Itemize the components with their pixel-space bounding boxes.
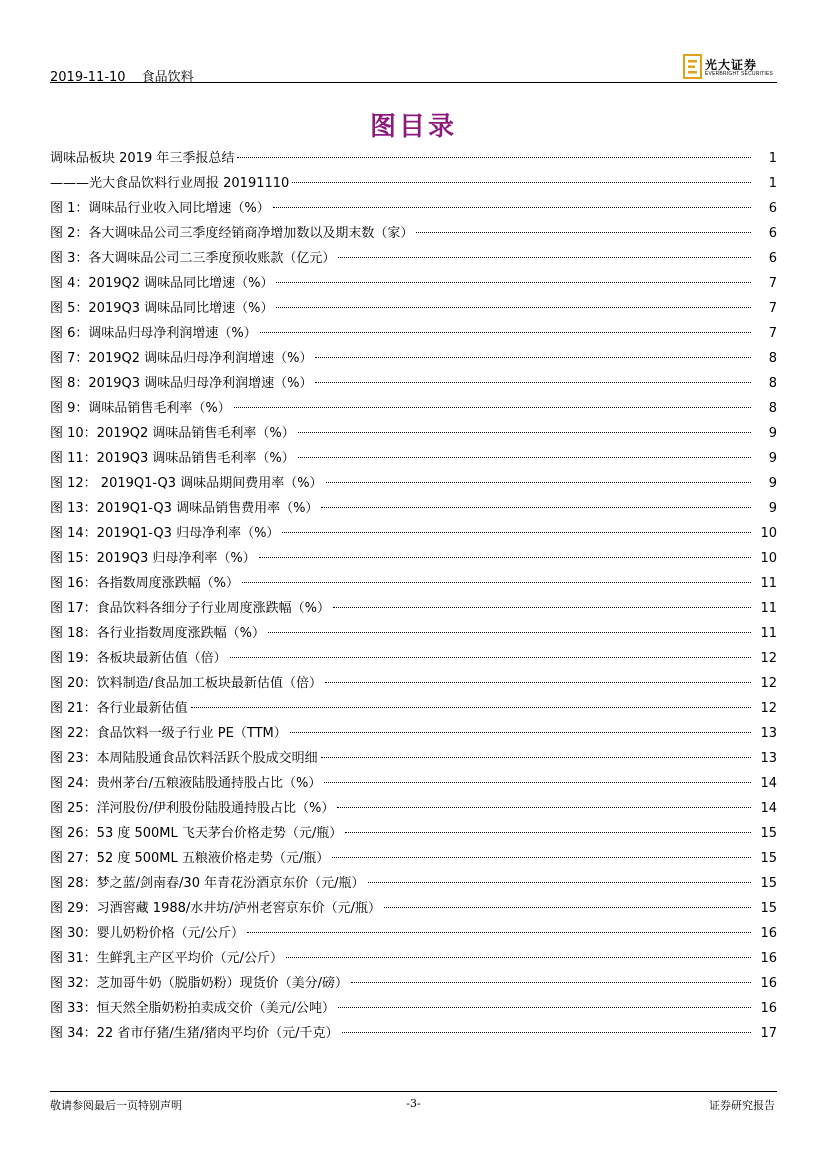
everbright-logo (683, 54, 775, 80)
toc-dot-leader (332, 857, 751, 858)
toc-entry-title: 图 19：各板块最新估值（倍） (50, 651, 227, 666)
toc-entry-page: 12 (760, 651, 777, 666)
toc-entry-title: 图 29：习酒窖藏 1988/水井坊/泸州老窖京东价（元/瓶） (50, 901, 382, 916)
toc-entry[interactable] (50, 746, 777, 771)
toc-entry[interactable] (50, 296, 777, 321)
toc-entry[interactable] (50, 996, 777, 1021)
toc-dot-leader (242, 582, 751, 583)
toc-entry[interactable] (50, 696, 777, 721)
page-header (50, 52, 777, 84)
toc-entry-title: 图 34：22 省市仔猪/生猪/猪肉平均价（元/千克） (50, 1026, 339, 1041)
toc-dot-leader (368, 882, 752, 883)
toc-entry-page: 6 (768, 201, 777, 216)
toc-dot-leader (282, 532, 751, 533)
toc-entry-title: 图 16：各指数周度涨跌幅（%） (50, 576, 240, 591)
toc-entry-page: 11 (760, 601, 777, 616)
toc-entry-title: 图 21：各行业最新估值 (50, 701, 188, 716)
toc-entry-title: 图 30：婴儿奶粉价格（元/公斤） (50, 926, 245, 941)
toc-entry-page: 7 (768, 301, 777, 316)
toc-entry-page: 16 (760, 1001, 777, 1016)
footer-doc-type: 证券研究报告 (709, 1099, 775, 1112)
toc-entry-page: 15 (760, 851, 777, 866)
toc-entry-title: 图 20：饮料制造/食品加工板块最新估值（倍） (50, 676, 323, 691)
toc-entry-page: 10 (760, 551, 777, 566)
toc-entry-title: 图 28：梦之蓝/剑南春/30 年青花汾酒京东价（元/瓶） (50, 876, 365, 891)
toc-dot-leader (325, 682, 751, 683)
toc-dot-leader (260, 332, 751, 333)
toc-entry-page: 6 (768, 251, 777, 266)
toc-dot-leader (290, 732, 751, 733)
toc-entry-page: 1 (768, 151, 777, 166)
toc-entry[interactable] (50, 846, 777, 871)
table-of-figures (50, 146, 777, 1046)
toc-entry-page: 16 (760, 951, 777, 966)
toc-entry-page: 10 (760, 526, 777, 541)
toc-dot-leader (338, 1007, 751, 1008)
toc-entry[interactable] (50, 496, 777, 521)
toc-entry-title: 图 3：各大调味品公司二三季度预收账款（亿元） (50, 251, 336, 266)
toc-dot-leader (234, 407, 751, 408)
toc-entry-title: 图 24：贵州茅台/五粮液陆股通持股占比（%） (50, 776, 322, 791)
page-footer (50, 1097, 777, 1113)
toc-entry-title: 图 7：2019Q2 调味品归母净利润增速（%） (50, 351, 313, 366)
toc-entry-page: 12 (760, 676, 777, 691)
logo-name-cn: 光大证券 (705, 58, 758, 72)
toc-entry-title: 图 15：2019Q3 归母净利率（%） (50, 551, 256, 566)
toc-dot-leader (337, 807, 751, 808)
toc-entry-title: 图 9：调味品销售毛利率（%） (50, 401, 231, 416)
toc-entry-title: 图 27：52 度 500ML 五粮液价格走势（元/瓶） (50, 851, 330, 866)
toc-entry-page: 8 (768, 401, 777, 416)
toc-dot-leader (321, 507, 751, 508)
toc-dot-leader (286, 957, 751, 958)
toc-entry-title: 调味品板块 2019 年三季报总结 (50, 151, 235, 166)
toc-entry-title: 图 23：本周陆股通食品饮料活跃个股成交明细 (50, 751, 318, 766)
toc-entry-title: 图 14：2019Q1-Q3 归母净利率（%） (50, 526, 280, 541)
toc-entry[interactable] (50, 521, 777, 546)
toc-entry-title: 图 33：恒天然全脂奶粉拍卖成交价（美元/公吨） (50, 1001, 336, 1016)
toc-entry[interactable] (50, 571, 777, 596)
toc-entry[interactable] (50, 621, 777, 646)
toc-entry-page: 8 (768, 351, 777, 366)
toc-entry[interactable] (50, 871, 777, 896)
toc-entry[interactable] (50, 596, 777, 621)
toc-dot-leader (342, 1032, 752, 1033)
toc-entry-page: 16 (760, 926, 777, 941)
toc-entry-title: 图 26：53 度 500ML 飞天茅台价格走势（元/瓶） (50, 826, 343, 841)
toc-entry[interactable] (50, 546, 777, 571)
toc-entry-title: 图 32：芝加哥牛奶（脱脂奶粉）现货价（美分/磅） (50, 976, 349, 991)
toc-entry[interactable] (50, 396, 777, 421)
footer-divider (50, 1091, 777, 1092)
report-sector: 食品饮料 (141, 70, 194, 85)
toc-entry-page: 14 (760, 801, 777, 816)
toc-dot-leader (298, 457, 751, 458)
toc-entry[interactable] (50, 196, 777, 221)
toc-entry-page: 11 (760, 576, 777, 591)
toc-entry[interactable] (50, 646, 777, 671)
toc-dot-leader (315, 357, 751, 358)
toc-entry-page: 12 (760, 701, 777, 716)
toc-entry-page: 14 (760, 776, 777, 791)
toc-dot-leader (247, 932, 751, 933)
toc-dot-leader (315, 382, 751, 383)
toc-entry[interactable] (50, 321, 777, 346)
toc-entry-title: 图 11：2019Q3 调味品销售毛利率（%） (50, 451, 295, 466)
toc-entry[interactable] (50, 896, 777, 921)
toc-dot-leader (384, 907, 751, 908)
toc-entry-page: 7 (768, 326, 777, 341)
toc-dot-leader (259, 557, 751, 558)
toc-entry[interactable] (50, 146, 777, 171)
toc-entry-title: 图 5：2019Q3 调味品同比增速（%） (50, 301, 274, 316)
toc-entry[interactable] (50, 971, 777, 996)
toc-dot-leader (345, 832, 751, 833)
toc-entry[interactable] (50, 771, 777, 796)
toc-entry[interactable] (50, 421, 777, 446)
toc-dot-leader (416, 232, 751, 233)
toc-entry[interactable] (50, 171, 777, 196)
toc-dot-leader (230, 657, 751, 658)
toc-entry[interactable] (50, 271, 777, 296)
toc-entry-title: 图 12： 2019Q1-Q3 调味品期间费用率（%） (50, 476, 323, 491)
toc-dot-leader (333, 607, 751, 608)
toc-entry[interactable] (50, 346, 777, 371)
toc-entry[interactable] (50, 671, 777, 696)
toc-dot-leader (191, 707, 751, 708)
toc-entry-title: 图 31：生鲜乳主产区平均价（元/公斤） (50, 951, 284, 966)
page-title: 图目录 (369, 112, 457, 142)
toc-entry[interactable] (50, 721, 777, 746)
toc-entry[interactable] (50, 821, 777, 846)
toc-entry-page: 9 (768, 501, 777, 516)
toc-entry-title: 图 6：调味品归母净利润增速（%） (50, 326, 257, 341)
toc-entry-page: 17 (760, 1026, 777, 1041)
toc-entry-title: 图 4：2019Q2 调味品同比增速（%） (50, 276, 274, 291)
footer-disclaimer: 敬请参阅最后一页特别声明 (50, 1099, 182, 1112)
toc-entry[interactable] (50, 246, 777, 271)
toc-dot-leader (326, 482, 751, 483)
toc-dot-leader (324, 782, 751, 783)
toc-entry-title: 图 8：2019Q3 调味品归母净利润增速（%） (50, 376, 313, 391)
toc-entry-page: 8 (768, 376, 777, 391)
toc-entry-title: 图 1：调味品行业收入同比增速（%） (50, 201, 270, 216)
toc-entry-title: 图 2：各大调味品公司三季度经销商净增加数以及期末数（家） (50, 226, 414, 241)
toc-dot-leader (268, 632, 751, 633)
toc-entry-title: 图 18：各行业指数周度涨跌幅（%） (50, 626, 266, 641)
toc-entry-page: 15 (760, 876, 777, 891)
logo-name-en: EVERBRIGHT SECURITIES (705, 71, 774, 77)
toc-entry-page: 13 (760, 726, 777, 741)
toc-entry-page: 6 (768, 226, 777, 241)
toc-entry[interactable] (50, 221, 777, 246)
toc-dot-leader (351, 982, 751, 983)
toc-entry-page: 1 (768, 176, 777, 191)
toc-entry[interactable] (50, 471, 777, 496)
toc-dot-leader (338, 257, 751, 258)
toc-entry[interactable] (50, 921, 777, 946)
toc-dot-leader (273, 207, 751, 208)
toc-entry-page: 9 (768, 476, 777, 491)
toc-dot-leader (321, 757, 751, 758)
toc-dot-leader (276, 307, 751, 308)
toc-entry-page: 13 (760, 751, 777, 766)
toc-entry[interactable] (50, 446, 777, 471)
toc-entry-title: 图 13：2019Q1-Q3 调味品销售费用率（%） (50, 501, 319, 516)
toc-dot-leader (292, 182, 751, 183)
toc-entry-page: 7 (768, 276, 777, 291)
header-divider (50, 82, 777, 83)
report-date: 2019-11-10 (50, 70, 126, 85)
toc-dot-leader (237, 157, 751, 158)
toc-entry[interactable] (50, 946, 777, 971)
toc-entry-page: 9 (768, 451, 777, 466)
toc-entry[interactable] (50, 371, 777, 396)
toc-dot-leader (276, 282, 751, 283)
toc-entry-title: ———光大食品饮料行业周报 20191110 (50, 176, 290, 191)
toc-entry-page: 11 (760, 626, 777, 641)
toc-entry-page: 16 (760, 976, 777, 991)
toc-entry-page: 15 (760, 826, 777, 841)
toc-entry[interactable] (50, 1021, 777, 1046)
toc-dot-leader (298, 432, 751, 433)
toc-entry-page: 9 (768, 426, 777, 441)
toc-entry-title: 图 10：2019Q2 调味品销售毛利率（%） (50, 426, 295, 441)
toc-entry[interactable] (50, 796, 777, 821)
toc-entry-page: 15 (760, 901, 777, 916)
toc-entry-title: 图 25：洋河股份/伊利股份陆股通持股占比（%） (50, 801, 335, 816)
toc-entry-title: 图 17：食品饮料各细分子行业周度涨跌幅（%） (50, 601, 331, 616)
logo-mark-icon (683, 54, 703, 80)
footer-page-number: -3- (406, 1097, 421, 1110)
toc-entry-title: 图 22：食品饮料一级子行业 PE（TTM） (50, 726, 287, 741)
